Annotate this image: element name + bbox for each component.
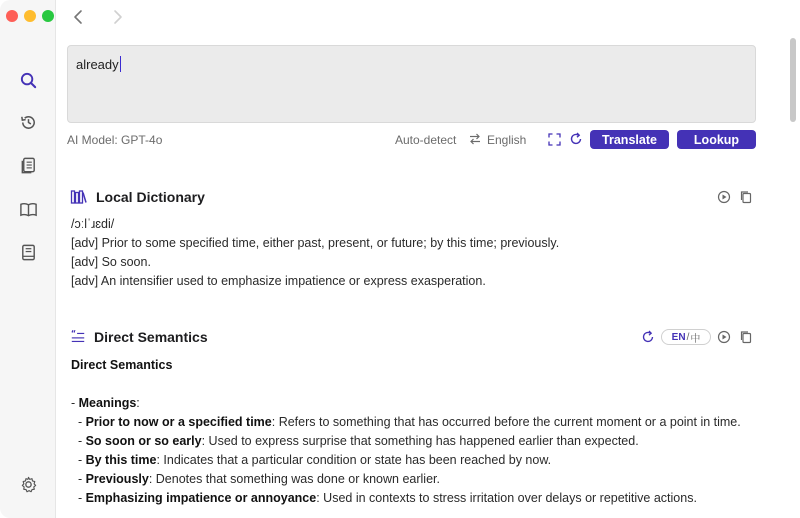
- definition-item: [adv] Prior to some specified time, either past, present, or future; by this time; previously.: [71, 236, 560, 250]
- sidebar-item-dictionary[interactable]: [14, 195, 42, 223]
- translate-button[interactable]: Translate: [590, 130, 669, 149]
- window-controls: [6, 10, 54, 22]
- meaning-item: - Previously: Denotes that something was done or known earlier.: [71, 472, 440, 486]
- local-dictionary-header: [70, 187, 205, 207]
- sidebar-item-wordbook[interactable]: [14, 238, 42, 266]
- back-arrow-icon[interactable]: [70, 8, 88, 26]
- refresh-icon[interactable]: [569, 132, 583, 146]
- sidebar: [0, 0, 56, 518]
- lang-zh[interactable]: 中: [690, 333, 701, 345]
- query-input[interactable]: [67, 45, 756, 123]
- gear-icon: [19, 475, 38, 494]
- lang-separator: /: [686, 331, 690, 343]
- forward-arrow-icon[interactable]: [108, 8, 126, 26]
- target-language-select[interactable]: English: [487, 133, 527, 147]
- play-audio-icon[interactable]: [717, 190, 731, 204]
- sidebar-item-search[interactable]: [14, 66, 42, 94]
- svg-text:“: “: [70, 329, 77, 339]
- section-title: Direct Semantics: [94, 329, 208, 345]
- book-open-icon: [19, 200, 38, 219]
- meaning-item: - Emphasizing impatience or annoyance: Used in contexts to stress irritation over delays or repetitive actions.: [71, 491, 697, 505]
- regenerate-icon[interactable]: [641, 330, 655, 344]
- local-dictionary-content: [71, 215, 743, 291]
- swap-languages-icon[interactable]: [468, 132, 482, 146]
- sidebar-item-settings[interactable]: [14, 470, 42, 498]
- lang-en[interactable]: EN: [671, 331, 686, 343]
- phonetic: /ɔːlˈɹɛdi/: [71, 217, 115, 231]
- meaning-item: - By this time: Indicates that a particular condition or state has been reached by now.: [71, 453, 552, 467]
- source-language-select[interactable]: Auto-detect: [395, 133, 457, 147]
- close-window-button[interactable]: [6, 10, 18, 22]
- semantics-heading: Direct Semantics: [71, 358, 173, 372]
- definition-item: [adv] So soon.: [71, 255, 151, 269]
- section-title: Local Dictionary: [96, 189, 205, 205]
- ai-model-label[interactable]: AI Model: GPT-4o: [67, 133, 163, 147]
- meaning-item: - So soon or so early: Used to express surprise that something has happened earlier than expected.: [71, 434, 639, 448]
- lookup-button[interactable]: Lookup: [677, 130, 756, 149]
- history-icon: [19, 113, 38, 132]
- scrollbar-thumb[interactable]: [790, 38, 796, 122]
- notes-icon: [19, 156, 38, 175]
- query-options-bar: [67, 130, 756, 150]
- minimize-window-button[interactable]: [24, 10, 36, 22]
- quote-lines-icon: [70, 328, 86, 346]
- direct-semantics-header: [70, 327, 208, 347]
- text-caret: [120, 56, 122, 72]
- language-toggle[interactable]: [661, 329, 711, 345]
- search-icon: [19, 71, 38, 90]
- direct-semantics-content: Direct Semantics - Meanings: - Prior to now or a specified time: Refers to something that has occurred before the current moment or a point in time. - So soon or so early: Used to express surprise that something has happened earlier than expected. - By this time: Indicates that a particular condition or state has been reached by now. - Previously: Denotes that something was done or known earlier. - Emphasizing impatience or annoyance: Used in contexts to stress irritation over delays or repetitive actions.: [71, 356, 743, 508]
- meanings-label: Meanings: [78, 396, 137, 410]
- sidebar-item-notes[interactable]: [14, 151, 42, 179]
- copy-icon[interactable]: [739, 190, 753, 204]
- meaning-item: - Prior to now or a specified time: Refers to something that has occurred before the current moment or a point in time.: [71, 415, 741, 429]
- bookshelf-icon: [70, 188, 88, 206]
- wordbook-icon: [19, 243, 38, 262]
- sidebar-item-history[interactable]: [14, 108, 42, 136]
- definition-item: [adv] An intensifier used to emphasize impatience or express exasperation.: [71, 274, 486, 288]
- zoom-window-button[interactable]: [42, 10, 54, 22]
- copy-icon[interactable]: [739, 330, 753, 344]
- play-audio-icon[interactable]: [717, 330, 731, 344]
- expand-icon[interactable]: [548, 133, 561, 146]
- query-text: already: [76, 57, 119, 72]
